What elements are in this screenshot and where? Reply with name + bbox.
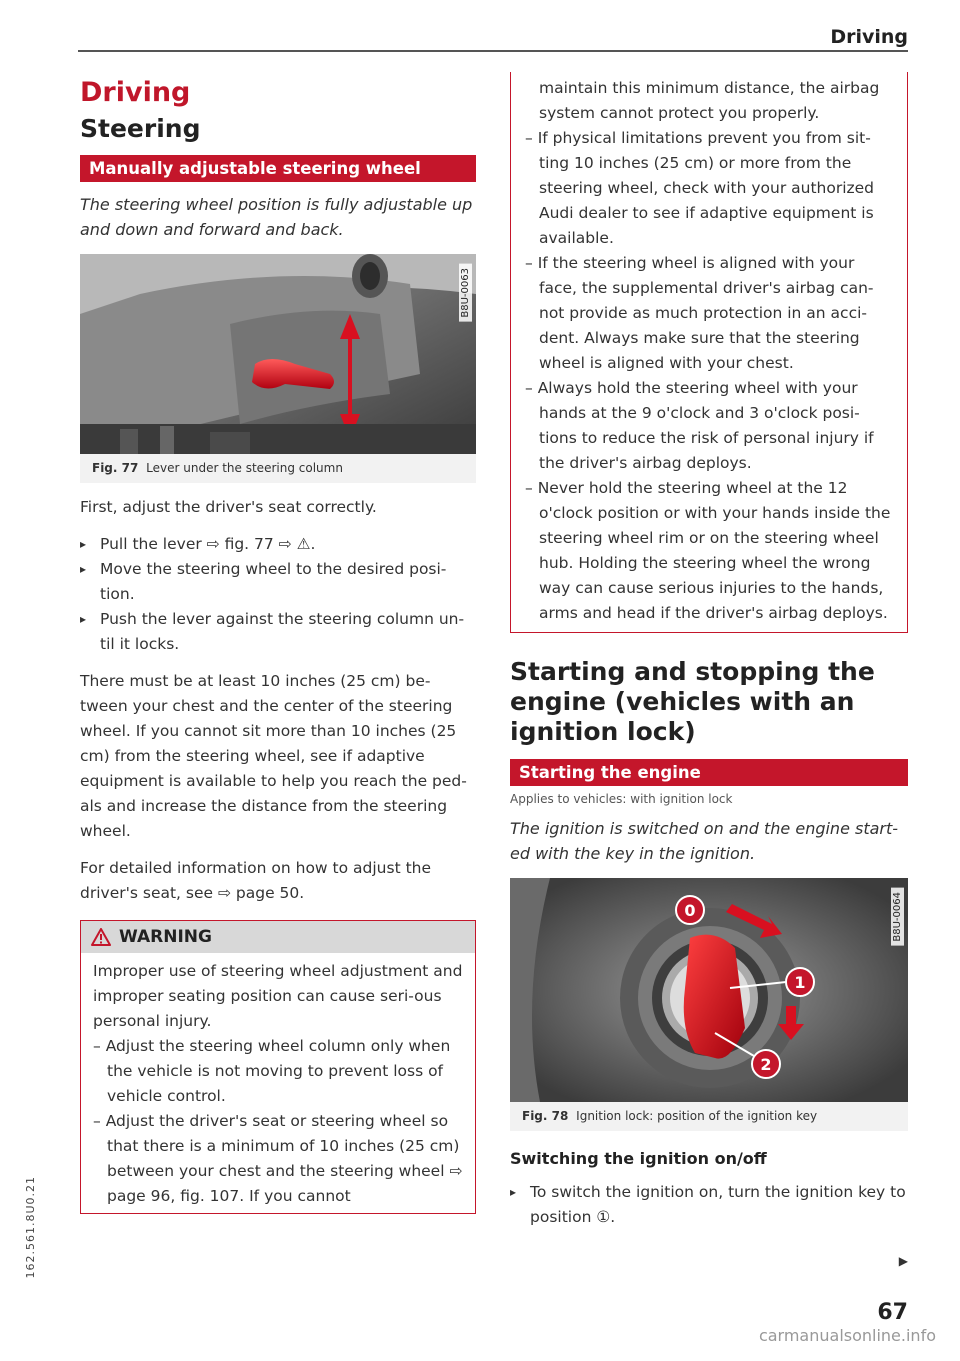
page-number: 67 (877, 1300, 908, 1325)
distance-paragraph: There must be at least 10 inches (25 cm) be-tween your chest and the center of the steering wheel. If you cannot sit more than 10 inches (25 cm) from the steering wheel, see if adaptive equipment is available to help you reach the ped-als and increase the distance from the steering wheel. (80, 672, 467, 840)
section-title: Steering (80, 114, 201, 143)
warning-triangle-icon (91, 928, 111, 946)
warning-item: – Adjust the driver's seat or steering wheel so that there is a minimum of 10 inches (25 cm) between your chest and the steering wheel ⇨ page 96, fig. 107. If you cannot (93, 1109, 463, 1209)
subheading: Switching the ignition on/off (510, 1149, 767, 1168)
figure-caption-text: Lever under the steering column (146, 461, 343, 475)
warning-body (81, 953, 475, 1213)
figure-78 (510, 878, 908, 1131)
figure-code: B8U-0064 (891, 888, 904, 946)
subsection-title: Starting the engine (510, 759, 908, 786)
svg-text:1: 1 (794, 973, 806, 992)
header-rule (78, 50, 908, 52)
subsection-title: Manually adjustable steering wheel (80, 155, 476, 182)
left-column (80, 74, 476, 1214)
figure-code: B8U-0063 (459, 264, 472, 322)
svg-text:0: 0 (684, 901, 696, 920)
steering-lever-illustration (80, 254, 476, 454)
warning-item: – If physical limitations prevent you from sit-ting 10 inches (25 cm) or more from the steering wheel, check with your authorized Audi dealer to see if adaptive equipment is available. (525, 126, 895, 251)
continue-arrow-icon: ▶ (898, 1254, 908, 1268)
warning-box-continued (510, 72, 908, 633)
figure-caption-text: Ignition lock: position of the ignition key (576, 1109, 818, 1123)
watermark: carmanualsonline.info (758, 1326, 936, 1345)
lead-text: The ignition is switched on and the engine start-ed with the key in the ignition. (510, 819, 899, 863)
section-title: Starting and stopping the engine (vehicles with an ignition lock) (510, 657, 875, 746)
warning-item: – Adjust the steering wheel column only when the vehicle is not moving to prevent loss of vehicle control. (93, 1034, 463, 1109)
right-column (510, 74, 908, 1230)
chapter-title: Driving (80, 77, 191, 108)
step-item: ▸ To switch the ignition on, turn the ignition key to position ①. (510, 1180, 908, 1230)
running-header: Driving (830, 26, 908, 48)
warning-item: – If the steering wheel is aligned with your face, the supplemental driver's airbag can-not provide as much protection in an acci-dent. Always make sure that the steering wheel is aligned with your chest. (525, 251, 895, 376)
figure-number: Fig. 78 (522, 1109, 569, 1123)
figure-number: Fig. 77 (92, 461, 139, 475)
figure-caption (80, 454, 476, 483)
ignition-lock-illustration (510, 878, 908, 1102)
step-list (80, 532, 476, 657)
lead-text: The steering wheel position is fully adjustable up and down and forward and back. (80, 195, 473, 239)
step-item: ▸ Push the lever against the steering column un-til it locks. (80, 607, 476, 657)
figure-caption (510, 1102, 908, 1131)
figure-77 (80, 254, 476, 483)
warning-continued-text: maintain this minimum distance, the airbag system cannot protect you properly. (539, 79, 880, 122)
step-item: ▸ Pull the lever ⇨ fig. 77 ⇨ ⚠. (80, 532, 476, 557)
warning-box (80, 920, 476, 1214)
reference-paragraph: For detailed information on how to adjust the driver's seat, see ⇨ page 50. (80, 859, 432, 902)
intro-text: First, adjust the driver's seat correctly. (80, 498, 377, 516)
applies-note: Applies to vehicles: with ignition lock (510, 792, 733, 806)
ignition-lock-image (510, 878, 908, 1102)
warning-text: Improper use of steering wheel adjustment and improper seating position can cause seri-ous personal injury. (93, 962, 463, 1030)
warning-item: – Always hold the steering wheel with your hands at the 9 o'clock and 3 o'clock posi-tions to reduce the risk of personal injury if the driver's airbag deploys. (525, 376, 895, 476)
step-item: ▸ Move the steering wheel to the desired posi-tion. (80, 557, 476, 607)
warning-item: – Never hold the steering wheel at the 12 o'clock position or with your hands inside the steering wheel rim or on the steering wheel hub. Holding the steering wheel the wrong way can cause serious injuries to the hands, arms and head if the driver's airbag deploys. (525, 476, 895, 626)
step-list (510, 1180, 908, 1230)
steering-lever-image (80, 254, 476, 454)
document-code: 162.561.8U0.21 (24, 1176, 37, 1279)
warning-header (81, 921, 475, 953)
svg-text:2: 2 (760, 1055, 772, 1074)
warning-title: WARNING (119, 927, 212, 947)
